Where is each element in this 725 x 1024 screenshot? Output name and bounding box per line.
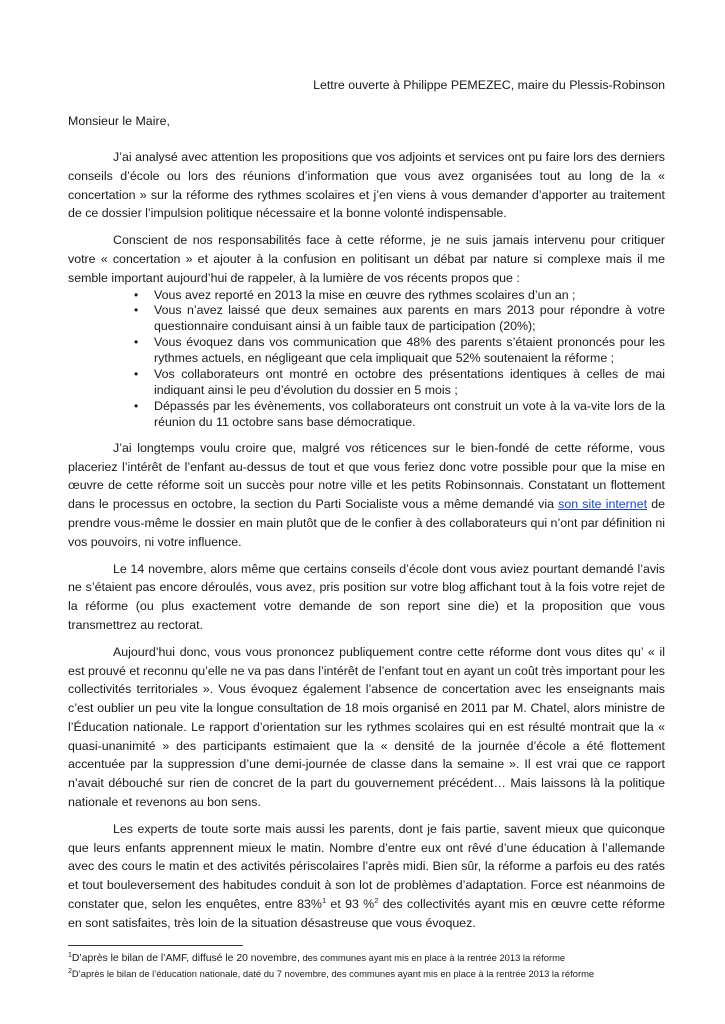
paragraph-6-text-c: des collectivités ayant mis en œuvre cette réforme en sont satisfaites, très loin de la situation désastreuse que vous évoquez. <box>68 897 665 930</box>
footnotes <box>68 950 688 981</box>
paragraph-6-text-b: et 93 % <box>326 897 375 912</box>
list-item-text: Vous avez reporté en 2013 la mise en œuvre des rythmes scolaires d’un an ; <box>154 287 576 302</box>
footnote-2 <box>68 966 688 981</box>
list-item <box>134 335 665 367</box>
paragraph-5: Aujourd’hui donc, vous vous prononcez publiquement contre cette réforme dont vous dites qu’ « il est prouvé et reconnu qu’elle ne va pas dans l’intérêt de l’enfant tout en ayant un coût très important pour les collectivités territoriales ». Vous évoquez également l’absence de concertation avec les enseignants mais c’est oublier un peu vite la longue consultation de 18 mois organisé en 2011 par M. Chatel, alors ministre de l’Éducation nationale. Le rapport d’orientation sur les rythmes scolaires qui en est résulté montrait que la « quasi-unanimité » des participants estimaient que la « densité de la journée d’école a été flottement accentuée par la suppression d’une demi-journée de classe dans la semaine ». Il est vrai que ce rapport n’avait débouché sur rien de concret de la part du gouvernement précédent… Mais laissons là la politique nationale et revenons au bon sens. <box>68 644 665 810</box>
footnote-mark: 1 <box>68 951 72 959</box>
footnote-mark: 2 <box>68 967 72 975</box>
paragraph-2: Conscient de nos responsabilités face à cette réforme, je ne suis jamais intervenu pour critiquer votre « concertation » et ajouter à la confusion en politisant un débat par nature si complexe mais il me semble important aujourd’hui de rappeler, à la lumière de vos récents propos que : <box>68 233 665 285</box>
list-item <box>134 287 665 304</box>
paragraph-3-text-b: de prendre vous-même le dossier en main plutôt que de le confier à des collaborateurs qui n’ont par définition ni vos pouvoirs, ni votre influence. <box>68 497 665 549</box>
bullet-icon: • <box>134 398 139 413</box>
letter-body <box>68 148 665 941</box>
footnote-1 <box>68 950 688 966</box>
paragraph-3 <box>68 439 665 552</box>
salutation: Monsieur le Maire, <box>68 114 170 128</box>
footnote-text: des communes ayant mis en place à la rentrée 2013 la réforme <box>328 968 595 979</box>
bullet-icon: • <box>134 367 139 382</box>
footnote-ref-1: 1 <box>321 895 327 905</box>
footnote-lead: D’après le bilan de l’éducation nationale, daté du 7 novembre, <box>71 968 329 979</box>
footnote-lead: D’après le bilan de l’AMF, diffusé le 20 novembre, <box>71 953 300 964</box>
list-item-text: Dépassés par les évènements, vos collaborateurs ont construit un vote à la va-vite lors de la réunion du 11 octobre sans base démocratique. <box>154 398 665 429</box>
bullet-list <box>68 288 665 431</box>
list-item-text: Vous évoquez dans vos communication que 48% des parents s’étaient prononcés pour les rythmes actuels, en négligeant que cela impliquait que 52% soutenaient la réforme ; <box>154 335 665 366</box>
paragraph-3-text-a: J’ai longtemps voulu croire que, malgré vos réticences sur le bien-fondé de cette réforme, vous placeriez l’intérêt de l’enfant au-dessus de tout et que vous feriez donc votre possible pour que la mise en œuvre de cette réforme soit un succès pour notre ville et les petits Robinsonnais. Constatant un flottement dans le processus en octobre, la section du Parti Socialiste vous a même demandé via <box>68 440 665 512</box>
paragraph-1: J’ai analysé avec attention les propositions que vos adjoints et services ont pu faire lors des derniers conseils d’école ou lors des réunions d’information que vous avez organisées tout au long de la « concertation » sur la réforme des rythmes scolaires et j’en viens à vous demander d’apporter au traitement de ce dossier l’impulsion politique nécessaire et la bonne volonté indispensable. <box>68 150 665 221</box>
list-item-text: Vous n’avez laissé que deux semaines aux parents en mars 2013 pour répondre à votre questionnaire conduisant ainsi à un faible taux de participation (20%); <box>154 303 665 334</box>
footnote-divider <box>68 945 243 946</box>
paragraph-6-text-a: Les experts de toute sorte mais aussi les parents, dont je fais partie, savent mieux que quiconque que leurs enfants apprennent mieux le matin. Nombre d’entre eux ont rêvé d’une éducation à l’allemande avec des cours le matin et des activités périscolaires l’après midi. Bien sûr, la réforme a parfois eu des ratés et tout bouleversement des habitudes conduit à son lot de problèmes d’adaptation. Force est néanmoins de constater que, selon les enquêtes, entre 83% <box>68 821 665 912</box>
paragraph-6 <box>68 820 665 933</box>
list-item-text: Vos collaborateurs ont montré en octobre des présentations identiques à celles de mai indiquant ainsi le peu d’évolution du dossier en 5 mois ; <box>154 367 665 398</box>
list-item <box>134 367 665 399</box>
list-item <box>134 303 665 335</box>
bullet-icon: • <box>134 303 139 318</box>
letter-title: Lettre ouverte à Philippe PEMEZEC, maire du Plessis-Robinson <box>313 78 665 92</box>
list-item <box>134 398 665 431</box>
paragraph-4: Le 14 novembre, alors même que certains conseils d’école dont vous aviez pourtant demandé l’avis ne s’étaient pas encore déroulés, vous avez, pris position sur votre blog affichant tout à la fois votre rejet de la réforme (ou plus exactement votre demande de son report sine die) et la proposition que vous transmettrez au rectorat. <box>68 561 665 632</box>
bullet-icon: • <box>134 335 139 350</box>
bullet-icon: • <box>134 287 139 302</box>
footnote-text: des communes ayant mis en place à la rentrée 2013 la réforme <box>299 952 566 963</box>
footnote-ref-2: 2 <box>374 895 379 905</box>
site-internet-link[interactable]: son site internet <box>558 497 648 512</box>
